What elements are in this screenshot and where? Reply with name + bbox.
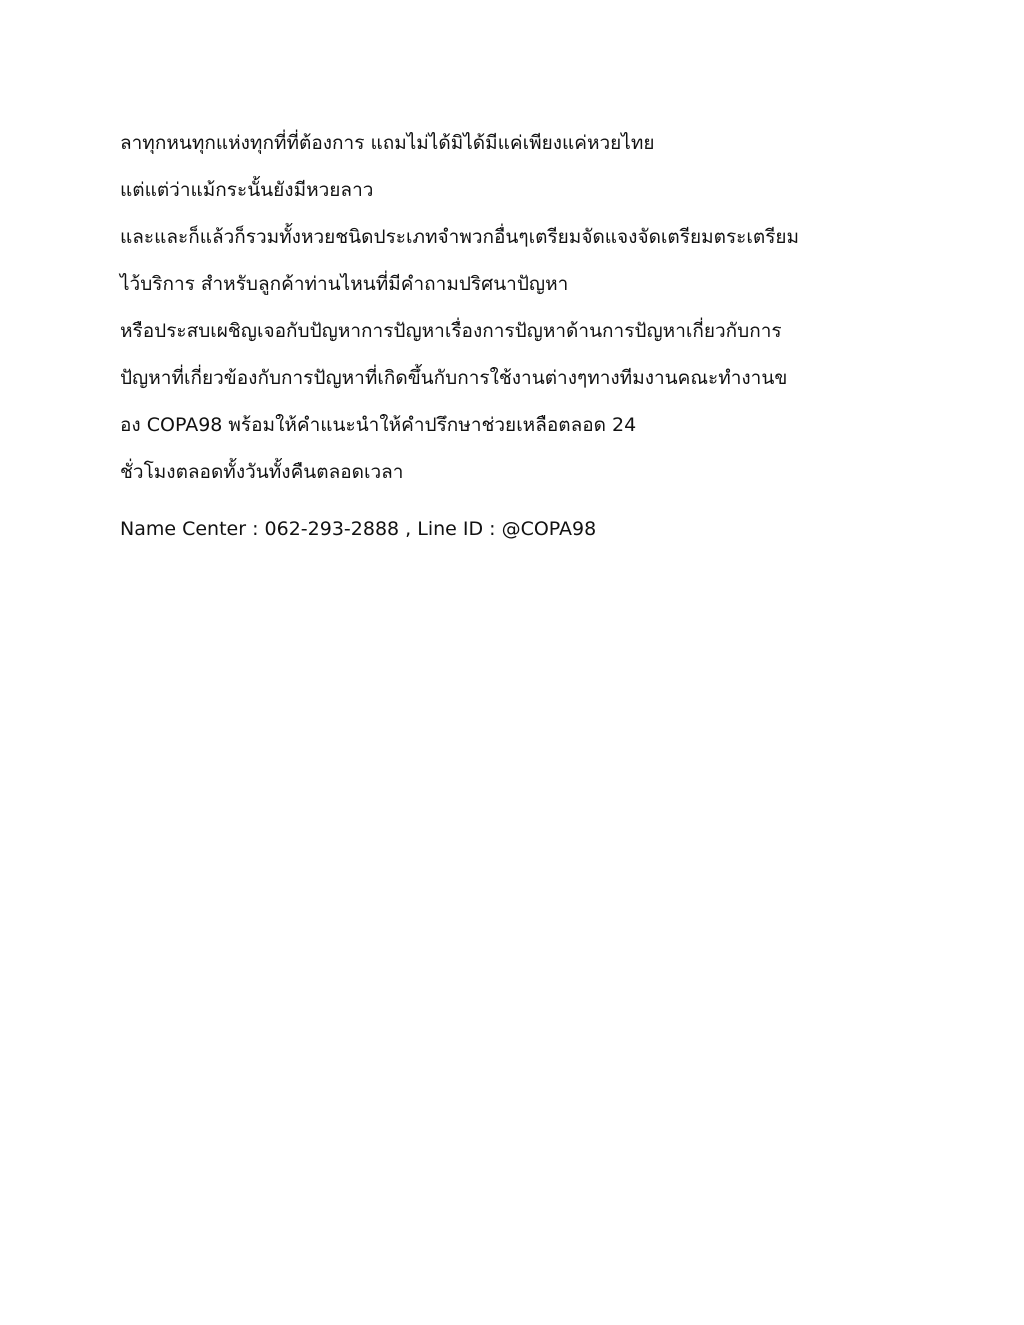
paragraph-line-2: แต่แต่ว่าแม้กระนั้นยังมีหวยลาว: [120, 179, 374, 201]
paragraph-line-7: อง COPA98 พร้อมให้คำแนะนำให้คำปรึกษาช่วยเหลือตลอด 24: [120, 414, 637, 436]
paragraph-line-4: ไว้บริการ สำหรับลูกค้าท่านไหนที่มีคำถามปริศนาปัญหา: [120, 273, 569, 295]
paragraph-line-3: และและก็แล้วก็รวมทั้งหวยชนิดประเภทจำพวกอื่นๆเตรียมจัดแจงจัดเตรียมตระเตรียม: [120, 226, 800, 248]
paragraph-line-5: หรือประสบเผชิญเจอกับปัญหาการปัญหาเรื่องการปัญหาด้านการปัญหาเกี่ยวกับการ: [120, 320, 782, 342]
contact-info: Name Center : 062-293-2888 , Line ID : @COPA98: [120, 518, 597, 540]
paragraph-line-1: ลาทุกหนทุกแห่งทุกที่ที่ต้องการ แถมไม่ได้มิได้มีแค่เพียงแค่หวยไทย: [120, 132, 655, 154]
paragraph-line-6: ปัญหาที่เกี่ยวข้องกับการปัญหาที่เกิดขึ้นกับการใช้งานต่างๆทางทีมงานคณะทำงานข: [120, 367, 788, 389]
paragraph-line-8: ชั่วโมงตลอดทั้งวันทั้งคืนตลอดเวลา: [120, 461, 404, 483]
document-body: [120, 120, 910, 542]
